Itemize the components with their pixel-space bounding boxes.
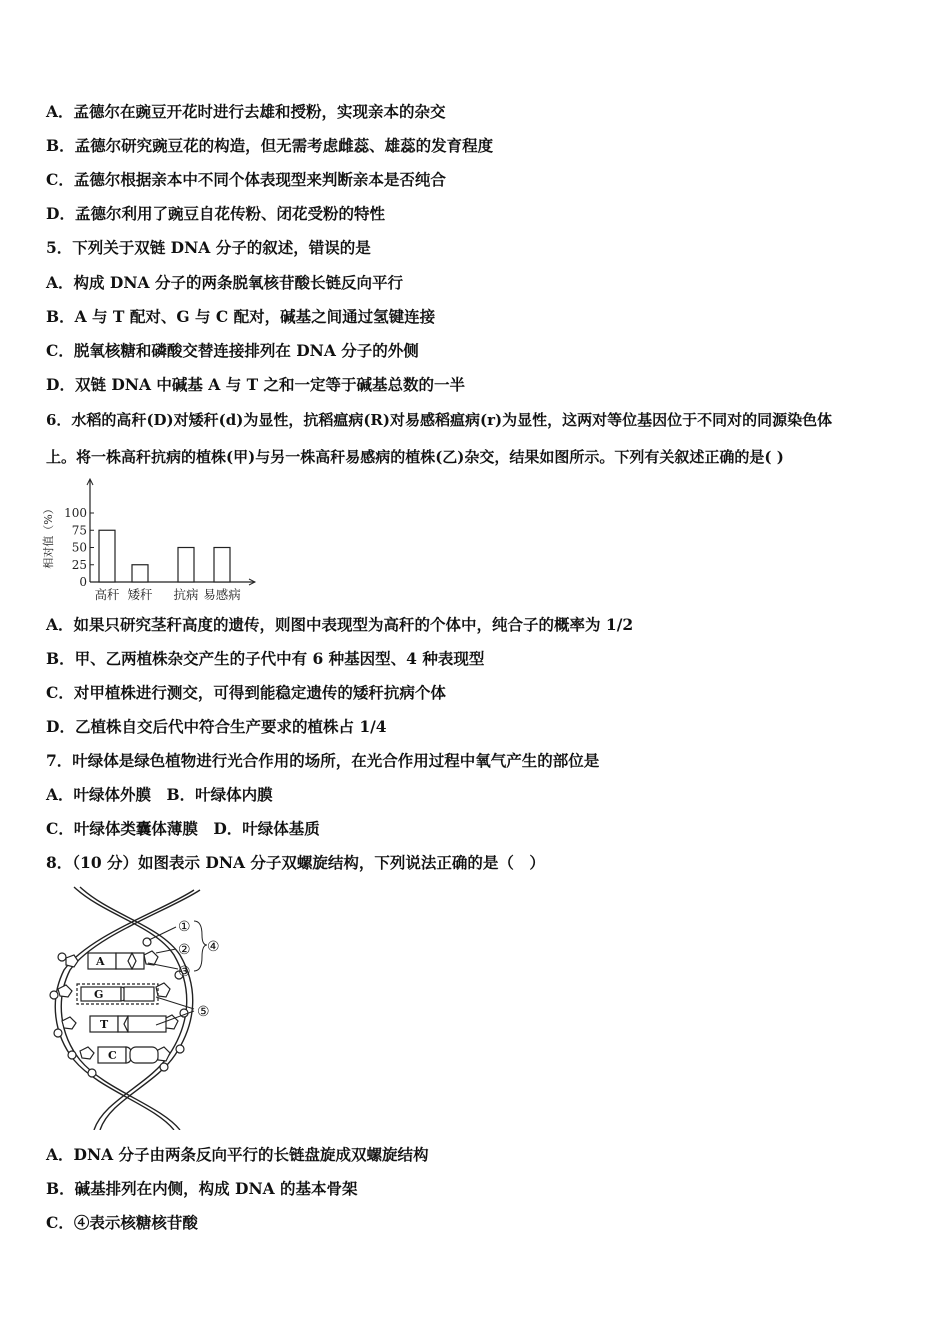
q8-option-c: C．④表示核糖核苷酸 [46, 1213, 198, 1232]
q5-stem: 5．下列关于双链 DNA 分子的叙述，错误的是 [46, 238, 371, 257]
q4-option-d: D．孟德尔利用了豌豆自花传粉、闭花受粉的特性 [46, 204, 385, 223]
y-tick-label: 0 [79, 575, 87, 589]
x-tick-label: 抗病 [173, 587, 199, 602]
q4-option-a: A．孟德尔在豌豆开花时进行去雄和授粉，实现亲本的杂交 [46, 102, 446, 121]
x-tick-label: 高秆 [94, 587, 120, 602]
q4-option-b: B．孟德尔研究豌豆花的构造，但无需考虑雌蕊、雄蕊的发育程度 [46, 136, 494, 155]
marker-3: ③ [178, 964, 191, 980]
x-tick-label: 矮秆 [127, 587, 153, 602]
y-tick-label: 100 [64, 506, 87, 520]
q7-options-row1: A．叶绿体外膜 B．叶绿体内膜 [46, 785, 273, 804]
y-tick-label: 75 [71, 523, 87, 538]
q8-option-b: B．碱基排列在内侧，构成 DNA 的基本骨架 [46, 1179, 358, 1198]
q5-option-d: D．双链 DNA 中碱基 A 与 T 之和一定等于碱基总数的一半 [46, 375, 466, 394]
y-tick-label: 50 [71, 540, 87, 555]
q5-option-a: A．构成 DNA 分子的两条脱氧核苷酸长链反向平行 [46, 273, 403, 292]
q6-option-c: C．对甲植株进行测交，可得到能稳定遗传的矮秆抗病个体 [46, 683, 446, 702]
y-axis-label: 相对值（%） [42, 503, 55, 569]
q8-stem: 8．（10 分）如图表示 DNA 分子双螺旋结构，下列说法正确的是（ ） [46, 853, 545, 872]
base-pairs [77, 953, 166, 1063]
q7-options-row2: C．叶绿体类囊体薄膜 D．叶绿体基质 [46, 819, 320, 838]
marker-1: ① [178, 919, 191, 935]
q6-bar-chart [40, 478, 270, 608]
q7-stem: 7．叶绿体是绿色植物进行光合作用的场所，在光合作用过程中氧气产生的部位是 [46, 751, 600, 770]
dna-helix-figure [44, 885, 234, 1130]
bar [214, 548, 230, 583]
base-label-a: A [96, 955, 105, 968]
marker-5: ⑤ [197, 1004, 210, 1020]
q5-option-b: B．A 与 T 配对、G 与 C 配对，碱基之间通过氢键连接 [46, 307, 436, 326]
q5-option-c: C．脱氧核糖和磷酸交替连接排列在 DNA 分子的外侧 [46, 341, 419, 360]
q8-option-a: A．DNA 分子由两条反向平行的长链盘旋成双螺旋结构 [46, 1145, 429, 1164]
q6-option-d: D．乙植株自交后代中符合生产要求的植株占 1/4 [46, 717, 387, 736]
marker-2: ② [178, 942, 191, 958]
base-label-t: T [100, 1018, 109, 1031]
marker-4: ④ [207, 939, 220, 955]
q6-option-b: B．甲、乙两植株杂交产生的子代中有 6 种基因型、4 种表现型 [46, 649, 485, 668]
x-tick-label: 易感病 [203, 587, 241, 602]
bar [178, 548, 194, 583]
q4-option-c: C．孟德尔根据亲本中不同个体表现型来判断亲本是否纯合 [46, 170, 446, 189]
bar [99, 530, 115, 582]
q6-stem-line1: 6．水稻的高秆(D)对矮秆(d)为显性，抗稻瘟病(R)对易感稻瘟病(r)为显性，这两对等位基因位于不同对的同源染色体 [46, 411, 833, 429]
base-label-g: G [94, 988, 104, 1001]
bar [132, 565, 148, 582]
y-tick-label: 25 [71, 557, 87, 572]
q6-stem-line2: 上。将一株高秆抗病的植株(甲)与另一株高秆易感病的植株(乙)杂交，结果如图所示。下列有关叙述正确的是( ) [46, 448, 784, 466]
q6-option-a: A．如果只研究茎秆高度的遗传，则图中表现型为高秆的个体中，纯合子的概率为 1/2 [46, 615, 634, 634]
base-label-c: C [108, 1049, 117, 1062]
base-letters [94, 955, 117, 1062]
